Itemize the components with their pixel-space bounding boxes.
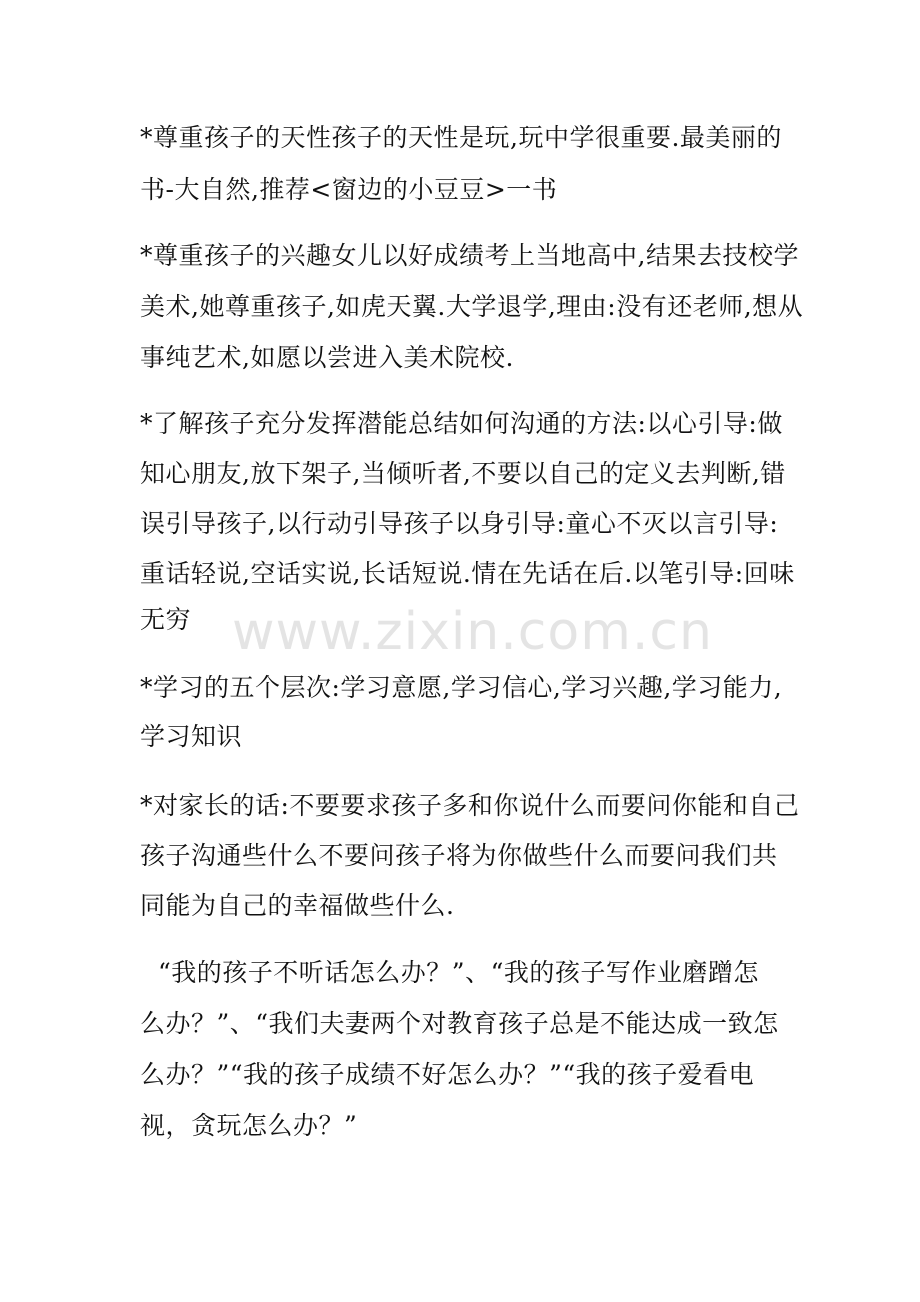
paragraph-6-line-1: “我的孩子不听话怎么办？”、“我的孩子写作业磨蹭怎: [158, 958, 759, 987]
watermark-text: www.zixin.com.cn: [232, 602, 713, 662]
paragraph-6-line-4: 视，贪玩怎么办？”: [140, 1111, 358, 1140]
paragraph-1-line-2: 书-大自然,推荐<窗边的小豆豆>一书: [140, 175, 558, 204]
paragraph-4-line-2: 学习知识: [140, 722, 243, 751]
paragraph-3-line-2: 知心朋友,放下架子,当倾听者,不要以自己的定义去判断,错: [140, 459, 786, 488]
paragraph-6-line-2: 么办？”、“我们夫妻两个对教育孩子总是不能达成一致怎: [140, 1009, 779, 1038]
paragraph-1-line-1: *尊重孩子的天性孩子的天性是玩,玩中学很重要.最美丽的: [140, 123, 782, 152]
paragraph-3-line-4: 重话轻说,空话实说,长话短说.情在先话在后.以笔引导:回味: [140, 559, 795, 588]
paragraph-6-line-3: 么办？”“我的孩子成绩不好怎么办？”“我的孩子爱看电: [140, 1060, 755, 1089]
paragraph-2-line-2: 美术,她尊重孩子,如虎天翼.大学退学,理由:没有还老师,想从: [140, 292, 804, 321]
paragraph-5-line-2: 孩子沟通些什么不要问孩子将为你做些什么而要问我们共: [140, 841, 778, 870]
paragraph-5-line-1: *对家长的话:不要要求孩子多和你说什么而要问你能和自己: [140, 791, 800, 820]
paragraph-5-line-3: 同能为自己的幸福做些什么.: [140, 891, 455, 920]
paragraph-2-line-3: 事纯艺术,如愿以尝进入美术院校.: [140, 343, 514, 372]
paragraph-2-line-1: *尊重孩子的兴趣女儿以好成绩考上当地高中,结果去技校学: [140, 241, 799, 270]
paragraph-3-line-3: 误引导孩子,以行动引导孩子以身引导:童心不灭以言引导:: [140, 509, 779, 538]
paragraph-4-line-1: *学习的五个层次:学习意愿,学习信心,学习兴趣,学习能力,: [140, 673, 783, 702]
paragraph-3-line-5: 无穷: [140, 605, 192, 634]
paragraph-3-line-1: *了解孩子充分发挥潜能总结如何沟通的方法:以心引导:做: [140, 409, 783, 438]
